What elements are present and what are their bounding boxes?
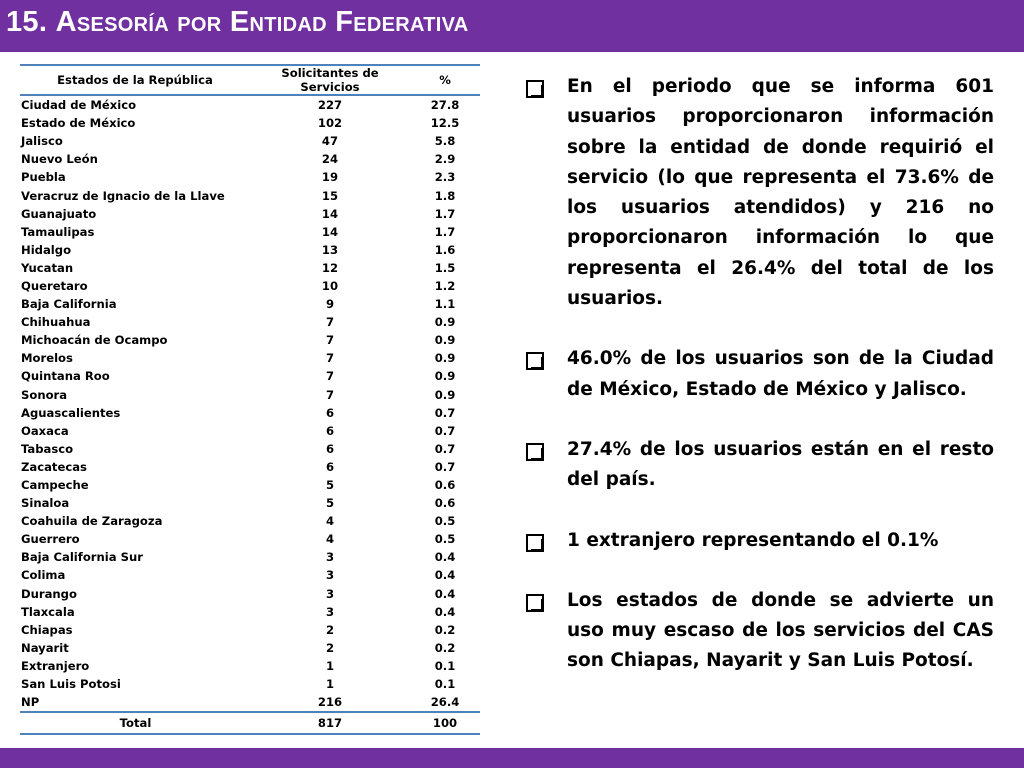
percent-value: 5.8 (434, 134, 456, 149)
requesters-count: 47 (321, 134, 339, 149)
states-table (20, 64, 480, 735)
state-name: Sonora (21, 387, 68, 402)
percent-value: 0.4 (434, 550, 456, 565)
requesters-count: 7 (325, 315, 335, 330)
total-count: 817 (250, 712, 410, 734)
requesters-count: 3 (325, 586, 335, 601)
state-name: Guerrero (21, 532, 80, 547)
table-row (20, 259, 480, 277)
state-name: Campeche (21, 478, 89, 493)
state-name: Estado de México (21, 116, 136, 131)
total-label: Total (20, 712, 250, 734)
state-name: Queretaro (21, 278, 88, 293)
requesters-count: 14 (321, 224, 339, 239)
table-row (20, 693, 480, 712)
table-row (20, 512, 480, 530)
bullet-text: 1 extranjero representando el 0.1% (567, 529, 939, 551)
state-name: Nayarit (21, 640, 69, 655)
table-row (20, 404, 480, 422)
table-row (20, 675, 480, 693)
percent-value: 1.5 (434, 260, 456, 275)
state-name: Hidalgo (21, 242, 72, 257)
percent-value: 0.9 (434, 315, 456, 330)
percent-value: 2.3 (434, 170, 456, 185)
state-name: Yucatan (21, 260, 74, 275)
title-bar (0, 0, 1024, 52)
state-name: Oaxaca (21, 423, 69, 438)
table-row (20, 331, 480, 349)
table-row (20, 422, 480, 440)
state-name: Guanajuato (21, 206, 97, 221)
requesters-count: 3 (325, 604, 335, 619)
state-name: San Luis Potosi (21, 677, 121, 692)
percent-value: 26.4 (430, 695, 460, 710)
requesters-count: 6 (325, 405, 335, 420)
percent-value: 0.5 (434, 532, 456, 547)
requesters-count: 5 (325, 478, 335, 493)
state-name: Ciudad de México (21, 98, 137, 113)
checkbox-bullet-icon (526, 534, 544, 552)
bullet-item (524, 344, 994, 405)
state-name: Puebla (21, 170, 66, 185)
state-name: Aguascalientes (21, 405, 121, 420)
checkbox-bullet-icon (526, 594, 544, 612)
requesters-count: 13 (321, 242, 339, 257)
requesters-count: 7 (325, 333, 335, 348)
percent-value: 0.7 (434, 441, 456, 456)
percent-value: 0.7 (434, 423, 456, 438)
table-row (20, 440, 480, 458)
table-header-row (20, 65, 480, 95)
table-row (20, 132, 480, 150)
requesters-count: 1 (325, 677, 335, 692)
bullet-item (524, 526, 994, 556)
percent-value: 1.1 (434, 297, 456, 312)
requesters-count: 227 (317, 98, 343, 113)
table-row (20, 295, 480, 313)
table-row (20, 168, 480, 186)
percent-value: 2.9 (434, 152, 456, 167)
table-row (20, 621, 480, 639)
checkbox-bullet-icon (526, 80, 544, 98)
table-row (20, 313, 480, 331)
percent-value: 0.1 (434, 658, 456, 673)
bullet-item (524, 72, 994, 314)
percent-value: 0.7 (434, 459, 456, 474)
table-row (20, 657, 480, 675)
requesters-count: 1 (325, 658, 335, 673)
requesters-count: 9 (325, 297, 335, 312)
table-row (20, 349, 480, 367)
title-number: 15. (6, 6, 56, 38)
bullet-list (524, 72, 994, 707)
state-name: Morelos (21, 351, 73, 366)
header-requesters: Solicitantes de Servicios (250, 65, 410, 95)
percent-value: 12.5 (430, 116, 460, 131)
percent-value: 0.5 (434, 514, 456, 529)
state-name: Sinaloa (21, 496, 70, 511)
requesters-count: 2 (325, 640, 335, 655)
table-row (20, 566, 480, 584)
state-name: NP (21, 695, 40, 710)
state-name: Nuevo León (21, 152, 98, 167)
bottom-bar (0, 748, 1024, 768)
requesters-count: 19 (321, 170, 339, 185)
percent-value: 0.1 (434, 677, 456, 692)
percent-value: 0.9 (434, 333, 456, 348)
requesters-count: 6 (325, 423, 335, 438)
state-name: Veracruz de Ignacio de la Llave (21, 188, 225, 203)
state-name: Coahuila de Zaragoza (21, 514, 163, 529)
percent-value: 0.7 (434, 405, 456, 420)
requesters-count: 7 (325, 369, 335, 384)
table-row (20, 603, 480, 621)
percent-value: 1.8 (434, 188, 456, 203)
requesters-count: 4 (325, 532, 335, 547)
bullet-text: En el periodo que se informa 601 usuarios proporcionaron información sobre la entidad de donde requirió el servicio (lo que representa el 73.6% de los usuarios atendidos) y 216 no proporcionaron información lo que representa el 26.4% del total de los usuarios. (567, 76, 994, 310)
table-row (20, 367, 480, 385)
requesters-count: 7 (325, 387, 335, 402)
table-row (20, 494, 480, 512)
table-row (20, 458, 480, 476)
checkbox-bullet-icon (526, 352, 544, 370)
state-name: Baja California (21, 297, 117, 312)
table-row (20, 548, 480, 566)
requesters-count: 7 (325, 351, 335, 366)
table-row (20, 95, 480, 114)
percent-value: 1.7 (434, 206, 456, 221)
requesters-count: 24 (321, 152, 339, 167)
table-row (20, 150, 480, 168)
state-name: Tlaxcala (21, 604, 75, 619)
header-states: Estados de la República (20, 65, 250, 95)
percent-value: 0.4 (434, 586, 456, 601)
table-row (20, 186, 480, 204)
table-total-row (20, 712, 480, 734)
state-name: Zacatecas (21, 459, 87, 474)
requesters-count: 3 (325, 568, 335, 583)
requesters-count: 6 (325, 441, 335, 456)
percent-value: 1.6 (434, 242, 456, 257)
percent-value: 1.2 (434, 278, 456, 293)
percent-value: 0.6 (434, 496, 456, 511)
table-row (20, 476, 480, 494)
table-row (20, 223, 480, 241)
state-name: Michoacán de Ocampo (21, 333, 168, 348)
bullet-text: 46.0% de los usuarios son de la Ciudad de México, Estado de México y Jalisco. (567, 348, 994, 400)
requesters-count: 10 (321, 278, 339, 293)
requesters-count: 3 (325, 550, 335, 565)
bullet-text: Los estados de donde se advierte un uso muy escaso de los servicios del CAS son Chiapas, Nayarit y San Luis Potosí. (567, 589, 994, 672)
bullet-text: 27.4% de los usuarios están en el resto del país. (567, 438, 994, 491)
table-row (20, 530, 480, 548)
table-row (20, 114, 480, 132)
table-row (20, 277, 480, 295)
percent-value: 0.2 (434, 640, 456, 655)
bullet-item (524, 435, 994, 496)
header-percent: % (410, 65, 480, 95)
requesters-count: 12 (321, 260, 339, 275)
table-row (20, 241, 480, 259)
percent-value: 0.2 (434, 622, 456, 637)
state-name: Baja California Sur (21, 550, 143, 565)
state-name: Durango (21, 586, 77, 601)
requesters-count: 4 (325, 514, 335, 529)
state-name: Chihuahua (21, 315, 91, 330)
percent-value: 27.8 (430, 98, 460, 113)
requesters-count: 15 (321, 188, 339, 203)
state-name: Jalisco (21, 134, 63, 149)
requesters-count: 2 (325, 622, 335, 637)
total-percent: 100 (410, 712, 480, 734)
requesters-count: 216 (317, 695, 343, 710)
bullet-item (524, 586, 994, 677)
state-name: Tamaulipas (21, 224, 95, 239)
percent-value: 0.4 (434, 568, 456, 583)
requesters-count: 102 (317, 116, 343, 131)
percent-value: 0.6 (434, 478, 456, 493)
percent-value: 0.9 (434, 387, 456, 402)
requesters-count: 14 (321, 206, 339, 221)
page-title (6, 6, 469, 39)
requesters-count: 6 (325, 459, 335, 474)
state-name: Extranjero (21, 658, 90, 673)
table-row (20, 386, 480, 404)
requesters-count: 5 (325, 496, 335, 511)
table-row (20, 205, 480, 223)
state-name: Colima (21, 568, 66, 583)
percent-value: 0.9 (434, 369, 456, 384)
state-name: Quintana Roo (21, 369, 110, 384)
checkbox-bullet-icon (526, 443, 544, 461)
table-row (20, 639, 480, 657)
table-row (20, 585, 480, 603)
table-body (20, 95, 480, 734)
state-name: Chiapas (21, 622, 73, 637)
percent-value: 0.4 (434, 604, 456, 619)
percent-value: 1.7 (434, 224, 456, 239)
percent-value: 0.9 (434, 351, 456, 366)
title-text: Asesoría por Entidad Federativa (55, 6, 469, 38)
state-name: Tabasco (21, 441, 74, 456)
